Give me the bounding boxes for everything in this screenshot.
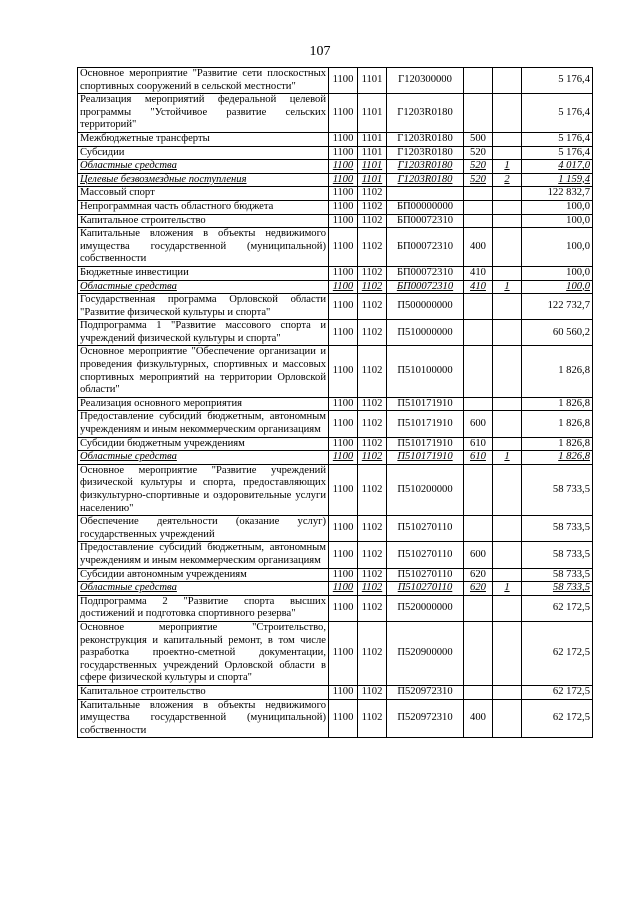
item-name-cell: Подпрограмма 1 "Развитие массового спорта и учреждений физической культуры и спорта" [78, 320, 329, 346]
target-article-cell: П510100000 [387, 346, 464, 397]
expense-type-cell [464, 200, 493, 214]
subsection-code-cell: 1102 [358, 411, 387, 437]
amount-cell: 100,0 [522, 214, 593, 228]
target-article-cell: БП00000000 [387, 200, 464, 214]
section-code-cell: 1100 [329, 464, 358, 515]
section-code-cell: 1100 [329, 280, 358, 294]
table-row [78, 451, 593, 465]
funding-source-cell [493, 294, 522, 320]
target-article-cell: П510171910 [387, 451, 464, 465]
amount-cell: 62 172,5 [522, 621, 593, 685]
item-name-cell: Капитальное строительство [78, 685, 329, 699]
subsection-code-cell: 1101 [358, 132, 387, 146]
amount-cell: 100,0 [522, 266, 593, 280]
target-article-cell: Г1203R0180 [387, 173, 464, 187]
section-code-cell: 1100 [329, 68, 358, 94]
section-code-cell: 1100 [329, 173, 358, 187]
target-article-cell: Г1203R0180 [387, 132, 464, 146]
item-name-cell: Непрограммная часть областного бюджета [78, 200, 329, 214]
amount-cell: 60 560,2 [522, 320, 593, 346]
subsection-code-cell: 1102 [358, 346, 387, 397]
section-code-cell: 1100 [329, 228, 358, 267]
subsection-code-cell: 1102 [358, 582, 387, 596]
table-row [78, 437, 593, 451]
item-name-cell: Основное мероприятие "Обеспечение организации и проведения физкультурных, спортивных и массовых спортивных мероприятий на территории Орловской области" [78, 346, 329, 397]
target-article-cell: БП00072310 [387, 266, 464, 280]
item-name-cell: Областные средства [78, 160, 329, 174]
item-name-cell: Областные средства [78, 451, 329, 465]
section-code-cell: 1100 [329, 699, 358, 738]
section-code-cell: 1100 [329, 132, 358, 146]
expense-type-cell [464, 320, 493, 346]
target-article-cell: П510270110 [387, 542, 464, 568]
subsection-code-cell: 1102 [358, 228, 387, 267]
subsection-code-cell: 1102 [358, 595, 387, 621]
item-name-cell: Основное мероприятие "Развитие учреждений физической культуры и спорта, предоставляющих физкультурно-спортивные и оздоровительные услуги населению" [78, 464, 329, 515]
section-code-cell: 1100 [329, 266, 358, 280]
expense-type-cell [464, 68, 493, 94]
amount-cell: 58 733,5 [522, 464, 593, 515]
table-row [78, 132, 593, 146]
expense-type-cell: 600 [464, 411, 493, 437]
item-name-cell: Основное мероприятие "Развитие сети плоскостных спортивных сооружений в сельской местности" [78, 68, 329, 94]
item-name-cell: Субсидии [78, 146, 329, 160]
expense-type-cell [464, 685, 493, 699]
target-article-cell: П510270110 [387, 568, 464, 582]
expense-type-cell: 500 [464, 132, 493, 146]
expense-type-cell [464, 397, 493, 411]
expense-type-cell [464, 464, 493, 515]
funding-source-cell [493, 68, 522, 94]
target-article-cell: Г1203R0180 [387, 94, 464, 133]
item-name-cell: Основное мероприятие "Строительство, реконструкция и капитальный ремонт, в том числе разработка проектно-сметной документации, государственных учреждений Орловской области в сфере физической культуры и спорта" [78, 621, 329, 685]
subsection-code-cell: 1102 [358, 187, 387, 201]
amount-cell: 1 159,4 [522, 173, 593, 187]
funding-source-cell: 1 [493, 451, 522, 465]
funding-source-cell [493, 94, 522, 133]
expense-type-cell: 610 [464, 437, 493, 451]
table-row [78, 464, 593, 515]
funding-source-cell [493, 214, 522, 228]
table-row [78, 228, 593, 267]
section-code-cell: 1100 [329, 542, 358, 568]
table-row [78, 568, 593, 582]
table-row [78, 699, 593, 738]
section-code-cell: 1100 [329, 437, 358, 451]
target-article-cell: БП00072310 [387, 214, 464, 228]
item-name-cell: Капитальные вложения в объекты недвижимого имущества государственной (муниципальной) собственности [78, 699, 329, 738]
item-name-cell: Субсидии автономным учреждениям [78, 568, 329, 582]
section-code-cell: 1100 [329, 94, 358, 133]
expense-type-cell: 620 [464, 568, 493, 582]
subsection-code-cell: 1102 [358, 699, 387, 738]
table-row [78, 187, 593, 201]
funding-source-cell: 2 [493, 173, 522, 187]
expense-type-cell [464, 187, 493, 201]
funding-source-cell [493, 595, 522, 621]
amount-cell: 62 172,5 [522, 699, 593, 738]
expense-type-cell: 410 [464, 280, 493, 294]
subsection-code-cell: 1102 [358, 214, 387, 228]
funding-source-cell: 1 [493, 160, 522, 174]
funding-source-cell [493, 346, 522, 397]
section-code-cell: 1100 [329, 214, 358, 228]
subsection-code-cell: 1102 [358, 568, 387, 582]
section-code-cell: 1100 [329, 685, 358, 699]
section-code-cell: 1100 [329, 346, 358, 397]
table-row [78, 621, 593, 685]
funding-source-cell [493, 437, 522, 451]
funding-source-cell [493, 266, 522, 280]
amount-cell: 4 017,0 [522, 160, 593, 174]
item-name-cell: Подпрограмма 2 "Развитие спорта высших достижений и подготовка спортивного резерва" [78, 595, 329, 621]
funding-source-cell [493, 397, 522, 411]
expense-type-cell: 400 [464, 228, 493, 267]
section-code-cell: 1100 [329, 411, 358, 437]
item-name-cell: Капитальное строительство [78, 214, 329, 228]
table-row [78, 214, 593, 228]
amount-cell: 62 172,5 [522, 595, 593, 621]
table-row [78, 397, 593, 411]
item-name-cell: Капитальные вложения в объекты недвижимого имущества государственной (муниципальной) собственности [78, 228, 329, 267]
subsection-code-cell: 1102 [358, 320, 387, 346]
expense-type-cell: 520 [464, 173, 493, 187]
subsection-code-cell: 1102 [358, 294, 387, 320]
amount-cell: 58 733,5 [522, 516, 593, 542]
table-row [78, 582, 593, 596]
item-name-cell: Целевые безвозмездные поступления [78, 173, 329, 187]
subsection-code-cell: 1101 [358, 146, 387, 160]
table-row [78, 94, 593, 133]
subsection-code-cell: 1102 [358, 451, 387, 465]
target-article-cell: П510000000 [387, 320, 464, 346]
target-article-cell: Г120300000 [387, 68, 464, 94]
funding-source-cell [493, 542, 522, 568]
item-name-cell: Предоставление субсидий бюджетным, автономным учреждениям и иным некоммерческим организациям [78, 542, 329, 568]
expense-type-cell [464, 516, 493, 542]
funding-source-cell [493, 699, 522, 738]
table-row [78, 595, 593, 621]
amount-cell: 100,0 [522, 280, 593, 294]
funding-source-cell [493, 132, 522, 146]
section-code-cell: 1100 [329, 187, 358, 201]
table-row [78, 280, 593, 294]
amount-cell: 5 176,4 [522, 146, 593, 160]
subsection-code-cell: 1102 [358, 200, 387, 214]
item-name-cell: Массовый спорт [78, 187, 329, 201]
table-row [78, 146, 593, 160]
section-code-cell: 1100 [329, 294, 358, 320]
amount-cell: 1 826,8 [522, 451, 593, 465]
subsection-code-cell: 1101 [358, 94, 387, 133]
section-code-cell: 1100 [329, 397, 358, 411]
expense-type-cell: 620 [464, 582, 493, 596]
section-code-cell: 1100 [329, 200, 358, 214]
item-name-cell: Областные средства [78, 280, 329, 294]
expense-type-cell [464, 595, 493, 621]
amount-cell: 62 172,5 [522, 685, 593, 699]
target-article-cell: П510171910 [387, 397, 464, 411]
expense-type-cell [464, 346, 493, 397]
amount-cell: 1 826,8 [522, 437, 593, 451]
subsection-code-cell: 1102 [358, 685, 387, 699]
amount-cell: 100,0 [522, 200, 593, 214]
table-row [78, 516, 593, 542]
target-article-cell: П510270110 [387, 516, 464, 542]
target-article-cell: Г1203R0180 [387, 146, 464, 160]
item-name-cell: Предоставление субсидий бюджетным, автономным учреждениям и иным некоммерческим организациям [78, 411, 329, 437]
item-name-cell: Реализация мероприятий федеральной целевой программы "Устойчивое развитие сельских территорий" [78, 94, 329, 133]
expense-type-cell: 520 [464, 146, 493, 160]
amount-cell: 1 826,8 [522, 397, 593, 411]
target-article-cell: П520972310 [387, 699, 464, 738]
item-name-cell: Областные средства [78, 582, 329, 596]
subsection-code-cell: 1101 [358, 173, 387, 187]
subsection-code-cell: 1102 [358, 397, 387, 411]
subsection-code-cell: 1101 [358, 68, 387, 94]
expense-type-cell: 600 [464, 542, 493, 568]
target-article-cell [387, 187, 464, 201]
item-name-cell: Бюджетные инвестиции [78, 266, 329, 280]
amount-cell: 58 733,5 [522, 542, 593, 568]
table-row [78, 173, 593, 187]
amount-cell: 100,0 [522, 228, 593, 267]
table-row [78, 294, 593, 320]
section-code-cell: 1100 [329, 582, 358, 596]
funding-source-cell: 1 [493, 280, 522, 294]
table-row [78, 346, 593, 397]
funding-source-cell [493, 568, 522, 582]
expense-type-cell [464, 294, 493, 320]
target-article-cell: П500000000 [387, 294, 464, 320]
subsection-code-cell: 1102 [358, 516, 387, 542]
amount-cell: 58 733,5 [522, 582, 593, 596]
target-article-cell: П520900000 [387, 621, 464, 685]
funding-source-cell [493, 228, 522, 267]
subsection-code-cell: 1102 [358, 542, 387, 568]
funding-source-cell [493, 200, 522, 214]
funding-source-cell [493, 621, 522, 685]
funding-source-cell [493, 464, 522, 515]
target-article-cell: П520000000 [387, 595, 464, 621]
expense-type-cell: 610 [464, 451, 493, 465]
section-code-cell: 1100 [329, 621, 358, 685]
table-row [78, 266, 593, 280]
funding-source-cell [493, 146, 522, 160]
item-name-cell: Межбюджетные трансферты [78, 132, 329, 146]
subsection-code-cell: 1102 [358, 280, 387, 294]
target-article-cell: Г1203R0180 [387, 160, 464, 174]
section-code-cell: 1100 [329, 320, 358, 346]
table-row [78, 200, 593, 214]
section-code-cell: 1100 [329, 595, 358, 621]
expense-type-cell: 400 [464, 699, 493, 738]
funding-source-cell: 1 [493, 582, 522, 596]
section-code-cell: 1100 [329, 451, 358, 465]
section-code-cell: 1100 [329, 160, 358, 174]
expense-type-cell [464, 214, 493, 228]
item-name-cell: Обеспечение деятельности (оказание услуг) государственных учреждений [78, 516, 329, 542]
amount-cell: 122 832,7 [522, 187, 593, 201]
subsection-code-cell: 1101 [358, 160, 387, 174]
amount-cell: 122 732,7 [522, 294, 593, 320]
item-name-cell: Субсидии бюджетным учреждениям [78, 437, 329, 451]
budget-table [77, 67, 593, 738]
expense-type-cell: 410 [464, 266, 493, 280]
table-row [78, 411, 593, 437]
expense-type-cell [464, 621, 493, 685]
amount-cell: 5 176,4 [522, 68, 593, 94]
target-article-cell: БП00072310 [387, 280, 464, 294]
amount-cell: 58 733,5 [522, 568, 593, 582]
amount-cell: 1 826,8 [522, 346, 593, 397]
target-article-cell: БП00072310 [387, 228, 464, 267]
section-code-cell: 1100 [329, 516, 358, 542]
amount-cell: 5 176,4 [522, 94, 593, 133]
table-row [78, 542, 593, 568]
funding-source-cell [493, 187, 522, 201]
expense-type-cell: 520 [464, 160, 493, 174]
table-row [78, 68, 593, 94]
subsection-code-cell: 1102 [358, 621, 387, 685]
section-code-cell: 1100 [329, 146, 358, 160]
table-row [78, 685, 593, 699]
table-row [78, 320, 593, 346]
funding-source-cell [493, 685, 522, 699]
table-row [78, 160, 593, 174]
funding-source-cell [493, 516, 522, 542]
funding-source-cell [493, 320, 522, 346]
target-article-cell: П510171910 [387, 411, 464, 437]
target-article-cell: П510270110 [387, 582, 464, 596]
section-code-cell: 1100 [329, 568, 358, 582]
funding-source-cell [493, 411, 522, 437]
subsection-code-cell: 1102 [358, 464, 387, 515]
budget-table-body [78, 68, 593, 738]
item-name-cell: Государственная программа Орловской области "Развитие физической культуры и спорта" [78, 294, 329, 320]
amount-cell: 5 176,4 [522, 132, 593, 146]
target-article-cell: П510200000 [387, 464, 464, 515]
expense-type-cell [464, 94, 493, 133]
target-article-cell: П510171910 [387, 437, 464, 451]
target-article-cell: П520972310 [387, 685, 464, 699]
page-number: 107 [309, 44, 331, 59]
subsection-code-cell: 1102 [358, 437, 387, 451]
amount-cell: 1 826,8 [522, 411, 593, 437]
item-name-cell: Реализация основного мероприятия [78, 397, 329, 411]
subsection-code-cell: 1102 [358, 266, 387, 280]
